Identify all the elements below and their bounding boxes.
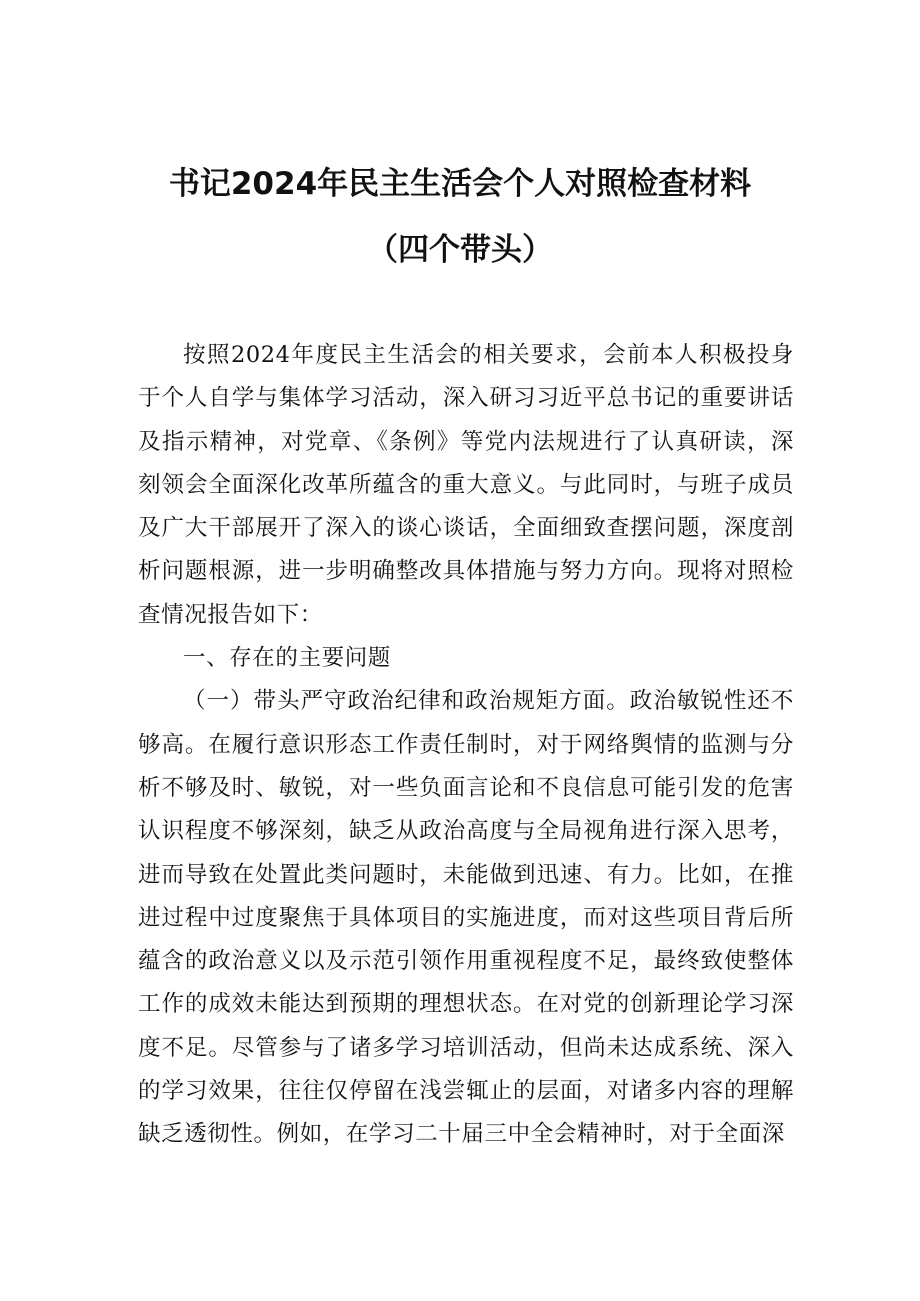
intro-paragraph: 按照2024年度民主生活会的相关要求，会前本人积极投身于个人自学与集体学习活动，深入研习习近平总书记的重要讲话及指示精神，对党章、《条例》等党内法规进行了认真研读，深刻领会全面深化改革所蕴含的重大意义。与此同时，与班子成员及广大干部展开了深入的谈心谈话，全面细致查摆问题，深度剖析问题根源，进一步明确整改具体措施与努力方向。现将对照检查情况报告如下： xyxy=(138,342,794,628)
document-body xyxy=(138,334,794,1157)
document-title: 书记2024年民主生活会个人对照检查材料 xyxy=(168,166,752,202)
section-heading: 一、存在的主要问题 xyxy=(183,645,391,672)
body-paragraph: （一）带头严守政治纪律和政治规矩方面。政治敏锐性还不够高。在履行意识形态工作责任制时，对于网络舆情的监测与分析不够及时、敏锐，对一些负面言论和不良信息可能引发的危害认识程度不够深刻，缺乏从政治高度与全局视角进行深入思考，进而导致在处置此类问题时，未能做到迅速、有力。比如，在推进过程中过度聚焦于具体项目的实施进度，而对这些项目背后所蕴含的政治意义以及示范引领作用重视程度不足，最终致使整体工作的成效未能达到预期的理想状态。在对党的创新理论学习深度不足。尽管参与了诸多学习培训活动，但尚未达成系统、深入的学习效果，往往仅停留在浅尝辄止的层面，对诸多内容的理解缺乏透彻性。例如，在学习二十届三中全会精神时，对于全面深 xyxy=(138,688,794,1148)
document-subtitle: （四个带头） xyxy=(367,232,553,268)
